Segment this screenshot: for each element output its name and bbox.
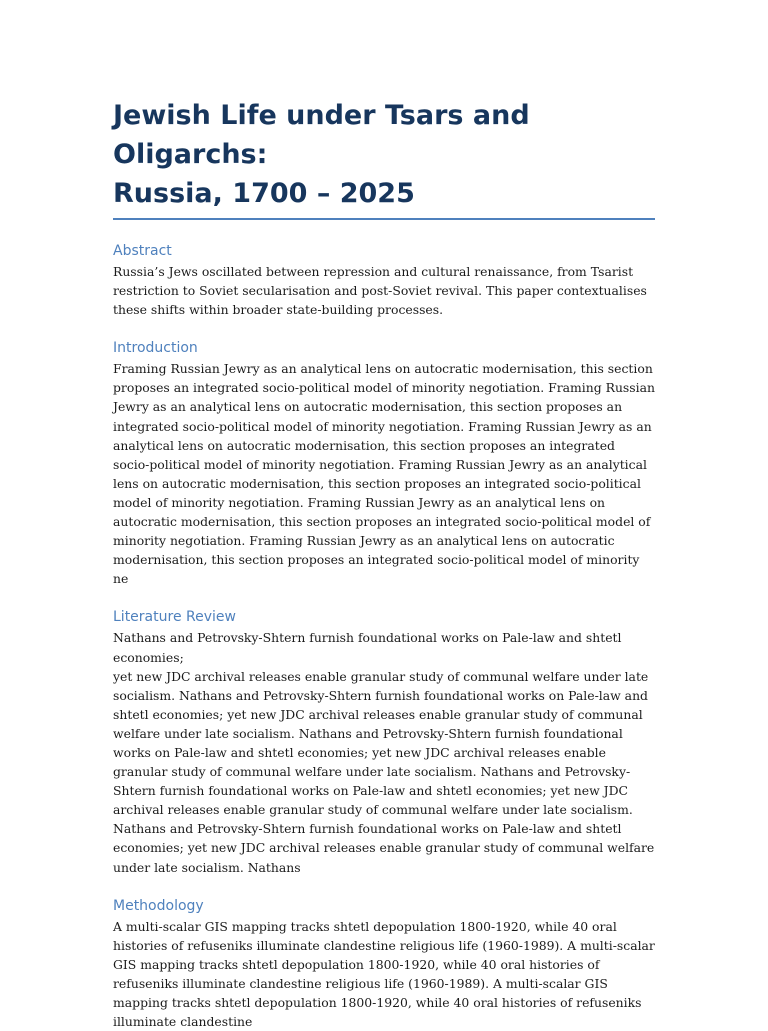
- section-body-literature-review: yet new JDC archival releases enable granular study of communal welfare under late socialism. Nathans and Petrovsky-Shtern furnish foundational works on Pale-law and shtetl economies; yet new JDC archival releases enable granular study of communal welfare under late socialism. Nathans and Petrovsky-Shtern furnish foundational works on Pale-law and shtetl economies; yet new JDC archival releases enable granular study of communal welfare under late socialism. Nathans and Petrovsky-Shtern furnish foundational works on Pale-law and shtetl economies; yet new JDC archival releases enable granular study of communal welfare under late socialism. Nathans and Petrovsky-Shtern furnish foundational works on Pale-law and shtetl economies; yet new JDC archival releases enable granular study of communal welfare under late socialism. Nathans: [113, 668, 655, 875]
- section-literature-review: [113, 608, 655, 876]
- section-heading-methodology: Methodology: [113, 897, 204, 914]
- section-abstract: [113, 242, 655, 319]
- section-heading-literature-review: Literature Review: [113, 609, 236, 626]
- document-page: [113, 96, 655, 1031]
- document-title-line-1: Jewish Life under Tsars and Oligarchs:: [113, 100, 530, 170]
- section-body-literature-review-first-line: Nathans and Petrovsky-Shtern furnish foundational works on Pale-law and shtetl economies;: [113, 630, 622, 665]
- section-introduction: [113, 339, 655, 588]
- section-body-abstract: Russia’s Jews oscillated between repression and cultural renaissance, from Tsarist restriction to Soviet secularisation and post-Soviet revival. This paper contextualises these shifts within broader state-building processes.: [113, 264, 647, 318]
- section-heading-abstract: Abstract: [113, 243, 172, 259]
- document-title-line-2: Russia, 1700 – 2025: [113, 178, 415, 209]
- section-body-introduction: Framing Russian Jewry as an analytical lens on autocratic modernisation, this section proposes an integrated socio-political model of minority negotiation. Framing Russian Jewry as an analytical lens on autocratic modernisation, this section proposes an integrated socio-political model of minority negotiation. Framing Russian Jewry as an analytical lens on autocratic modernisation, this section proposes an integrated socio-political model of minority negotiation. Framing Russian Jewry as an analytical lens on autocratic modernisation, this section proposes an integrated socio-political model of minority negotiation. Framing Russian Jewry as an analytical lens on autocratic modernisation, this section proposes an integrated socio-political model of minority negotiation. Framing Russian Jewry as an analytical lens on autocratic modernisation, this section proposes an integrated socio-political model of minority ne: [113, 361, 655, 587]
- section-heading-introduction: Introduction: [113, 340, 198, 357]
- document-title: [113, 96, 655, 220]
- section-body-methodology: A multi-scalar GIS mapping tracks shtetl depopulation 1800-1920, while 40 oral histories of refuseniks illuminate clandestine religious life (1960-1989). A multi-scalar GIS mapping tracks shtetl depopulation 1800-1920, while 40 oral histories of refuseniks illuminate clandestine religious life (1960-1989). A multi-scalar GIS mapping tracks shtetl depopulation 1800-1920, while 40 oral histories of refuseniks illuminate clandestine: [113, 918, 655, 1030]
- section-methodology: [113, 897, 655, 1031]
